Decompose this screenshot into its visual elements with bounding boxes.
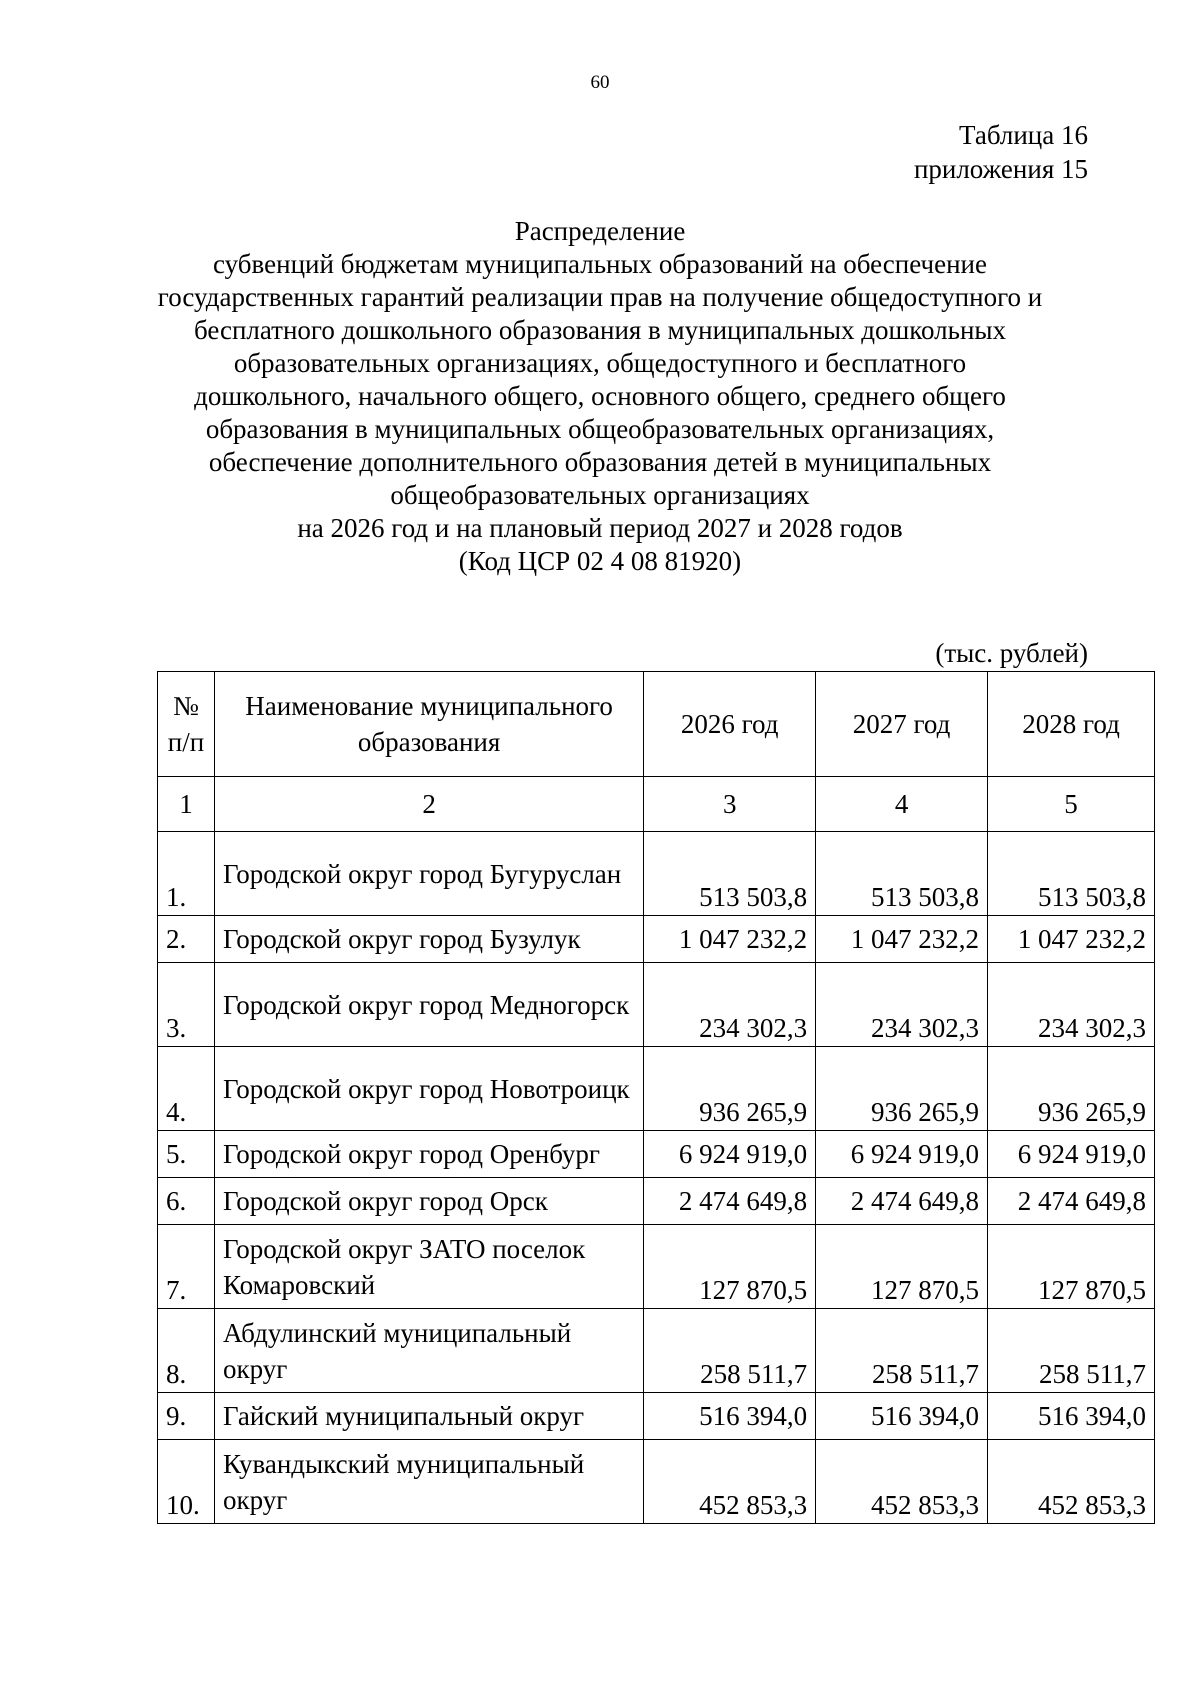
row-name: Кувандыкский муниципальный округ	[214, 1440, 643, 1524]
title-line: субвенций бюджетам муниципальных образований на обеспечение	[213, 249, 987, 279]
row-number: 3.	[158, 963, 215, 1047]
row-number: 9.	[158, 1393, 215, 1440]
row-name: Абдулинский муниципальный округ	[214, 1309, 643, 1393]
row-value-2028: 1 047 232,2	[988, 916, 1155, 963]
row-value-2028: 2 474 649,8	[988, 1178, 1155, 1225]
row-value-2026: 234 302,3	[644, 963, 816, 1047]
units-label: (тыс. рублей)	[935, 638, 1088, 668]
table-row	[158, 832, 1155, 916]
row-value-2026: 1 047 232,2	[644, 916, 816, 963]
table-row	[158, 1225, 1155, 1309]
row-value-2028: 513 503,8	[988, 832, 1155, 916]
column-number-row	[158, 777, 1155, 832]
table-row	[158, 1047, 1155, 1131]
row-value-2028: 234 302,3	[988, 963, 1155, 1047]
row-value-2026: 516 394,0	[644, 1393, 816, 1440]
row-name: Городской округ город Бугуруслан	[214, 832, 643, 916]
budget-table	[157, 671, 1155, 1524]
row-value-2027: 1 047 232,2	[816, 916, 988, 963]
row-value-2028: 127 870,5	[988, 1225, 1155, 1309]
row-number: 10.	[158, 1440, 215, 1524]
row-number: 2.	[158, 916, 215, 963]
row-value-2028: 452 853,3	[988, 1440, 1155, 1524]
title-line: образовательных организациях, общедоступного и бесплатного	[233, 348, 967, 378]
title-line: государственных гарантий реализации прав на получение общедоступного и	[157, 282, 1043, 312]
row-name: Городской округ город Оренбург	[214, 1131, 643, 1178]
row-value-2027: 2 474 649,8	[816, 1178, 988, 1225]
header-2028: 2028 год	[988, 672, 1155, 777]
table-row	[158, 1309, 1155, 1393]
page-number: 60	[590, 72, 610, 93]
row-number: 8.	[158, 1309, 215, 1393]
row-number: 6.	[158, 1178, 215, 1225]
row-value-2026: 452 853,3	[644, 1440, 816, 1524]
row-value-2026: 127 870,5	[644, 1225, 816, 1309]
column-number: 2	[214, 777, 643, 832]
title-line: образования в муниципальных общеобразовательных организациях,	[205, 414, 995, 444]
table-row	[158, 916, 1155, 963]
row-value-2027: 258 511,7	[816, 1309, 988, 1393]
row-value-2026: 513 503,8	[644, 832, 816, 916]
title-line: (Код ЦСР 02 4 08 81920)	[458, 546, 742, 576]
header-num: № п/п	[158, 672, 215, 777]
table-ref-line-2: приложения 15	[913, 154, 1088, 184]
title-line: обеспечение дополнительного образования детей в муниципальных	[208, 447, 992, 477]
row-value-2027: 513 503,8	[816, 832, 988, 916]
title-line: Распределение	[514, 216, 686, 246]
row-name: Гайский муниципальный округ	[214, 1393, 643, 1440]
title-line: дошкольного, начального общего, основного общего, среднего общего	[194, 381, 1006, 411]
row-name: Городской округ город Бузулук	[214, 916, 643, 963]
column-number: 4	[816, 777, 988, 832]
table-row	[158, 1440, 1155, 1524]
header-2027: 2027 год	[816, 672, 988, 777]
row-value-2026: 936 265,9	[644, 1047, 816, 1131]
table-reference	[914, 118, 1088, 186]
header-2026: 2026 год	[644, 672, 816, 777]
row-value-2028: 6 924 919,0	[988, 1131, 1155, 1178]
header-name: Наименование муниципального образования	[214, 672, 643, 777]
row-number: 7.	[158, 1225, 215, 1309]
title-line: общеобразовательных организациях	[390, 480, 810, 510]
table-header-row	[158, 672, 1155, 777]
title-line: бесплатного дошкольного образования в муниципальных дошкольных	[193, 315, 1007, 345]
title-line: на 2026 год и на плановый период 2027 и 2028 годов	[297, 513, 903, 543]
row-name: Городской округ город Новотроицк	[214, 1047, 643, 1131]
row-value-2028: 516 394,0	[988, 1393, 1155, 1440]
row-name: Городской округ город Медногорск	[214, 963, 643, 1047]
document-title	[130, 215, 1070, 578]
row-value-2027: 936 265,9	[816, 1047, 988, 1131]
row-name: Городской округ город Орск	[214, 1178, 643, 1225]
row-number: 4.	[158, 1047, 215, 1131]
row-number: 5.	[158, 1131, 215, 1178]
table-row	[158, 1393, 1155, 1440]
row-value-2028: 936 265,9	[988, 1047, 1155, 1131]
table-row	[158, 1131, 1155, 1178]
table-row	[158, 1178, 1155, 1225]
row-value-2027: 452 853,3	[816, 1440, 988, 1524]
table-row	[158, 963, 1155, 1047]
column-number: 1	[158, 777, 215, 832]
row-number: 1.	[158, 832, 215, 916]
table-ref-line-1: Таблица 16	[959, 120, 1088, 150]
row-value-2027: 127 870,5	[816, 1225, 988, 1309]
table-body	[158, 777, 1155, 1524]
row-value-2027: 516 394,0	[816, 1393, 988, 1440]
column-number: 3	[644, 777, 816, 832]
row-value-2027: 234 302,3	[816, 963, 988, 1047]
row-value-2026: 6 924 919,0	[644, 1131, 816, 1178]
row-name: Городской округ ЗАТО поселок Комаровский	[214, 1225, 643, 1309]
row-value-2026: 2 474 649,8	[644, 1178, 816, 1225]
row-value-2026: 258 511,7	[644, 1309, 816, 1393]
column-number: 5	[988, 777, 1155, 832]
row-value-2028: 258 511,7	[988, 1309, 1155, 1393]
row-value-2027: 6 924 919,0	[816, 1131, 988, 1178]
